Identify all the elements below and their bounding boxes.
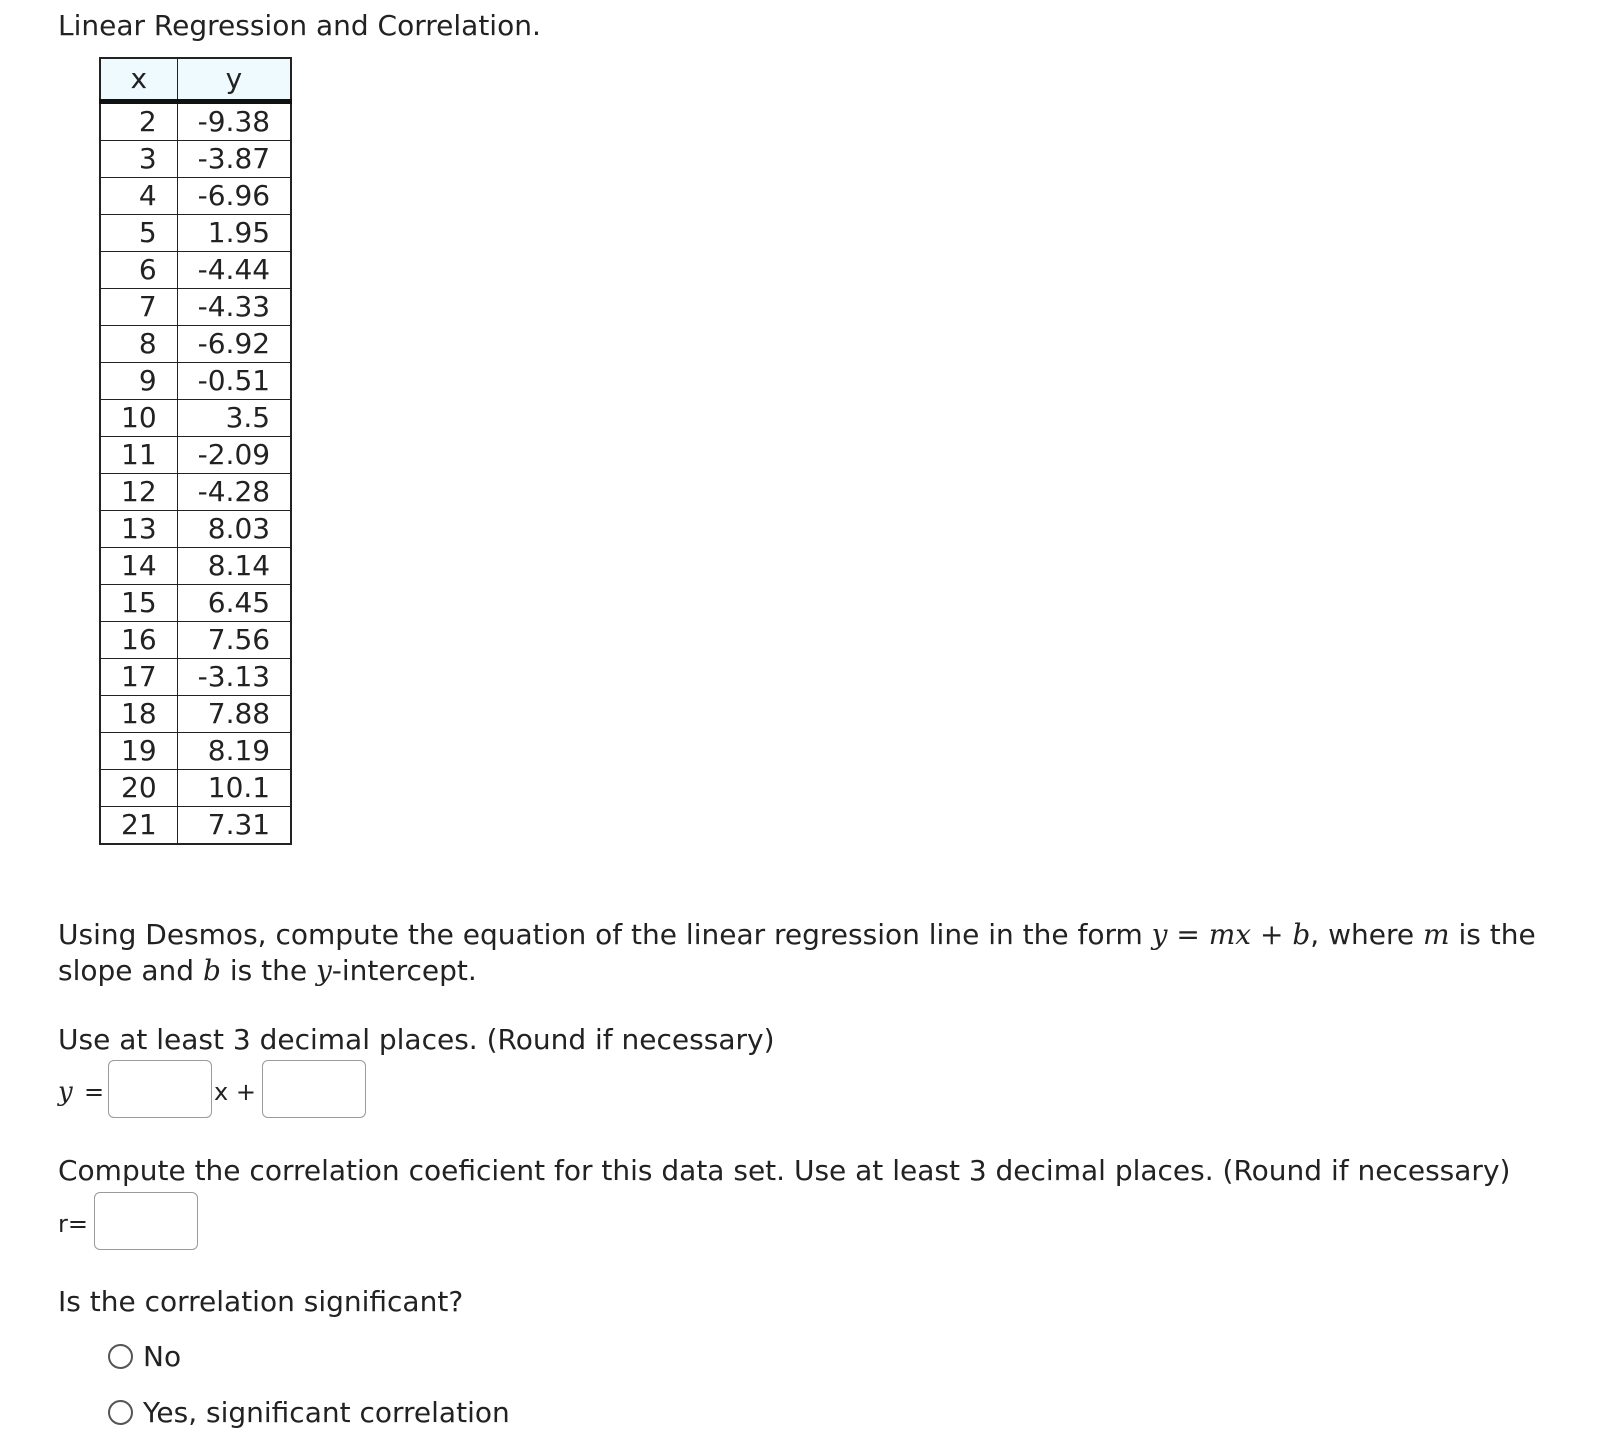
- cell-x: 19: [100, 733, 177, 770]
- correlation-input[interactable]: [94, 1192, 198, 1250]
- cell-y: -3.87: [177, 141, 291, 178]
- cell-x: 8: [100, 326, 177, 363]
- math-equals: =: [1167, 918, 1209, 951]
- radio-option-no[interactable]: [108, 1340, 181, 1373]
- cell-y: 7.31: [177, 807, 291, 845]
- cell-y: 1.95: [177, 215, 291, 252]
- radio-button-icon[interactable]: [108, 1344, 133, 1369]
- cell-x: 21: [100, 807, 177, 845]
- q1-line2-a: slope and: [58, 954, 203, 987]
- q1-instruction: Use at least 3 decimal places. (Round if necessary): [58, 1023, 775, 1056]
- table-row: [100, 474, 291, 511]
- data-table: [99, 57, 292, 845]
- r-label: r=: [58, 1210, 88, 1238]
- table-row: [100, 252, 291, 289]
- table-row: [100, 511, 291, 548]
- cell-x: 18: [100, 696, 177, 733]
- math-m: m: [1423, 918, 1450, 951]
- cell-x: 13: [100, 511, 177, 548]
- cell-y: 8.03: [177, 511, 291, 548]
- table-row: [100, 733, 291, 770]
- y-equals-label-y: y: [58, 1077, 73, 1107]
- question-2-text: Compute the correlation coeficient for this data set. Use at least 3 decimal places. (Round if necessary): [58, 1154, 1511, 1187]
- table-row: [100, 770, 291, 807]
- cell-x: 7: [100, 289, 177, 326]
- table-row: [100, 437, 291, 474]
- table-row: [100, 548, 291, 585]
- table-row: [100, 363, 291, 400]
- cell-y: 6.45: [177, 585, 291, 622]
- cell-y: -4.28: [177, 474, 291, 511]
- cell-x: 5: [100, 215, 177, 252]
- math-b2: b: [202, 954, 221, 987]
- table-row: [100, 696, 291, 733]
- cell-y: 8.14: [177, 548, 291, 585]
- cell-x: 11: [100, 437, 177, 474]
- cell-y: 3.5: [177, 400, 291, 437]
- q1-line2-b: is the: [220, 954, 316, 987]
- cell-y: -3.13: [177, 659, 291, 696]
- cell-x: 3: [100, 141, 177, 178]
- cell-x: 15: [100, 585, 177, 622]
- question-3-text: Is the correlation significant?: [58, 1285, 464, 1318]
- cell-x: 2: [100, 102, 177, 141]
- cell-x: 6: [100, 252, 177, 289]
- y-equals-label-eq: =: [84, 1078, 105, 1106]
- cell-y: -0.51: [177, 363, 291, 400]
- table-row: [100, 807, 291, 845]
- intercept-input[interactable]: [262, 1060, 366, 1118]
- table-body: [100, 102, 291, 845]
- x-plus-label: x +: [214, 1078, 256, 1106]
- math-y: y: [1151, 918, 1168, 951]
- table-row: [100, 400, 291, 437]
- q1-text-part2: , where: [1310, 918, 1423, 951]
- radio-option-label: Yes, significant correlation: [143, 1396, 510, 1429]
- table-row: [100, 585, 291, 622]
- cell-x: 14: [100, 548, 177, 585]
- cell-y: 8.19: [177, 733, 291, 770]
- table-row: [100, 659, 291, 696]
- cell-x: 9: [100, 363, 177, 400]
- table-row: [100, 622, 291, 659]
- table-row: [100, 215, 291, 252]
- math-y2: y: [315, 954, 332, 987]
- table-row: [100, 289, 291, 326]
- cell-y: -6.96: [177, 178, 291, 215]
- cell-y: 10.1: [177, 770, 291, 807]
- cell-x: 4: [100, 178, 177, 215]
- cell-y: -9.38: [177, 102, 291, 141]
- cell-y: -4.44: [177, 252, 291, 289]
- table-header-row: [100, 58, 291, 102]
- radio-option-label: No: [143, 1340, 182, 1373]
- question-1-text: [58, 917, 1536, 989]
- cell-y: -4.33: [177, 289, 291, 326]
- cell-x: 17: [100, 659, 177, 696]
- table-row: [100, 326, 291, 363]
- q1-line2-c: -intercept.: [331, 954, 477, 987]
- math-mx: mx: [1208, 918, 1252, 951]
- cell-x: 16: [100, 622, 177, 659]
- cell-x: 20: [100, 770, 177, 807]
- cell-y: 7.88: [177, 696, 291, 733]
- cell-y: -6.92: [177, 326, 291, 363]
- q1-text-part3: is the: [1449, 918, 1536, 951]
- math-b: b: [1292, 918, 1311, 951]
- radio-button-icon[interactable]: [108, 1400, 133, 1425]
- slope-input[interactable]: [108, 1060, 212, 1118]
- page-title: Linear Regression and Correlation.: [58, 9, 541, 42]
- q1-text-part1: Using Desmos, compute the equation of the linear regression line in the form: [58, 918, 1152, 951]
- table-row: [100, 178, 291, 215]
- table-row: [100, 141, 291, 178]
- table-row: [100, 102, 291, 141]
- cell-y: -2.09: [177, 437, 291, 474]
- cell-x: 12: [100, 474, 177, 511]
- column-header-y: y: [177, 58, 291, 102]
- cell-x: 10: [100, 400, 177, 437]
- cell-y: 7.56: [177, 622, 291, 659]
- math-plus: +: [1251, 918, 1293, 951]
- radio-option-yes[interactable]: [108, 1396, 510, 1429]
- column-header-x: x: [100, 58, 177, 102]
